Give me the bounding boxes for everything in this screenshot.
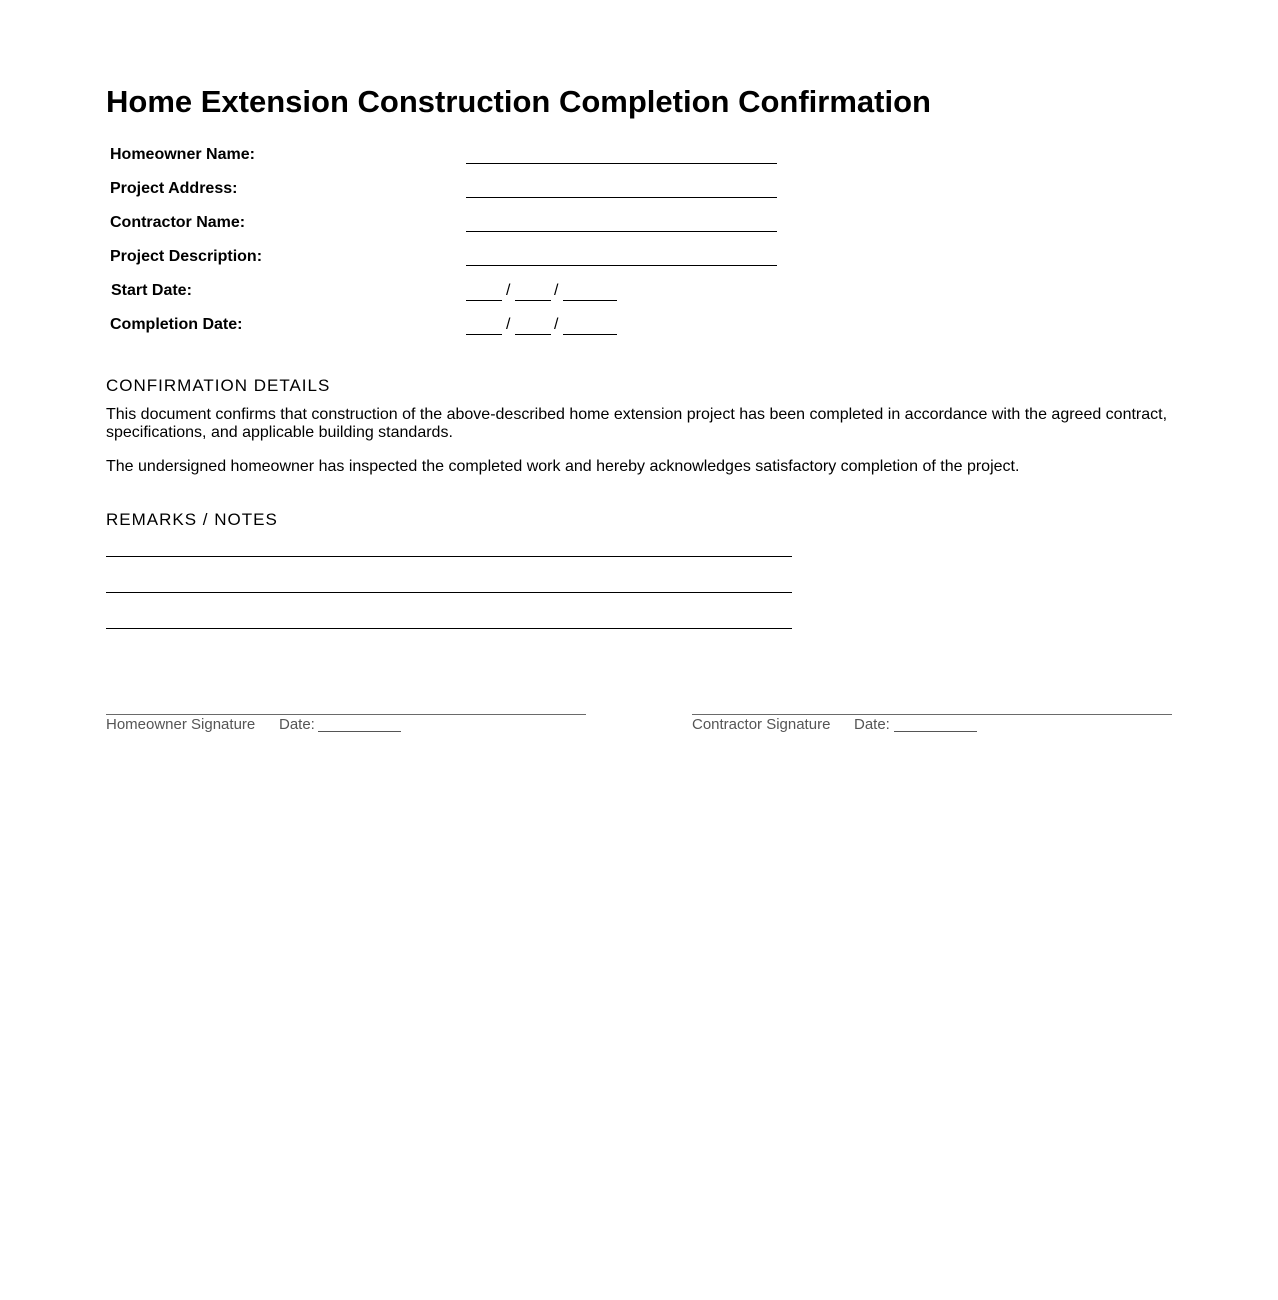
field-row-completion-date (110, 308, 810, 342)
start-date-label: Start Date: (111, 282, 192, 299)
project-description-label: Project Description: (110, 248, 263, 265)
contractor-signature-label: Contractor Signature (692, 716, 831, 733)
completion-date-month-blank[interactable] (466, 334, 502, 335)
project-address-label: Project Address: (110, 180, 238, 197)
contractor-signature-line[interactable] (692, 714, 1172, 715)
field-row-project-address (110, 172, 810, 206)
confirmation-details-heading: CONFIRMATION DETAILS (106, 376, 331, 395)
date-separator: / (554, 282, 559, 299)
date-separator: / (506, 282, 511, 299)
field-row-homeowner-name (110, 138, 810, 172)
date-separator: / (506, 316, 511, 333)
contractor-name-blank[interactable] (466, 231, 777, 232)
start-date-day-blank[interactable] (515, 300, 551, 301)
field-row-start-date (110, 274, 810, 308)
document-title: Home Extension Construction Completion Confirmation (106, 84, 931, 119)
confirmation-paragraph-1: This document confirms that construction of the above-described home extension project has been completed in accordance with the agreed contract, specifications, and applicable building standards. (106, 406, 1168, 441)
contractor-name-label: Contractor Name: (110, 214, 246, 231)
contractor-date-blank[interactable] (894, 731, 977, 732)
project-description-blank[interactable] (466, 265, 777, 266)
start-date-year-blank[interactable] (563, 300, 617, 301)
homeowner-date-label: Date: (279, 716, 315, 733)
field-row-contractor-name (110, 206, 810, 240)
completion-date-label: Completion Date: (110, 316, 243, 333)
date-separator: / (554, 316, 559, 333)
confirmation-paragraph-2: The undersigned homeowner has inspected the completed work and hereby acknowledges satisfactory completion of the project. (106, 458, 1020, 475)
remarks-notes-heading: REMARKS / NOTES (106, 510, 278, 529)
completion-date-year-blank[interactable] (563, 334, 617, 335)
remarks-line[interactable] (106, 592, 792, 593)
project-info-fields (110, 138, 810, 342)
field-row-project-description (110, 240, 810, 274)
homeowner-name-blank[interactable] (466, 163, 777, 164)
homeowner-signature-line[interactable] (106, 714, 586, 715)
remarks-line[interactable] (106, 628, 792, 629)
completion-date-day-blank[interactable] (515, 334, 551, 335)
homeowner-name-label: Homeowner Name: (110, 146, 255, 163)
homeowner-date-blank[interactable] (318, 731, 401, 732)
start-date-month-blank[interactable] (466, 300, 502, 301)
contractor-date-label: Date: (854, 716, 890, 733)
remarks-line[interactable] (106, 556, 792, 557)
project-address-blank[interactable] (466, 197, 777, 198)
homeowner-signature-label: Homeowner Signature (106, 716, 256, 733)
